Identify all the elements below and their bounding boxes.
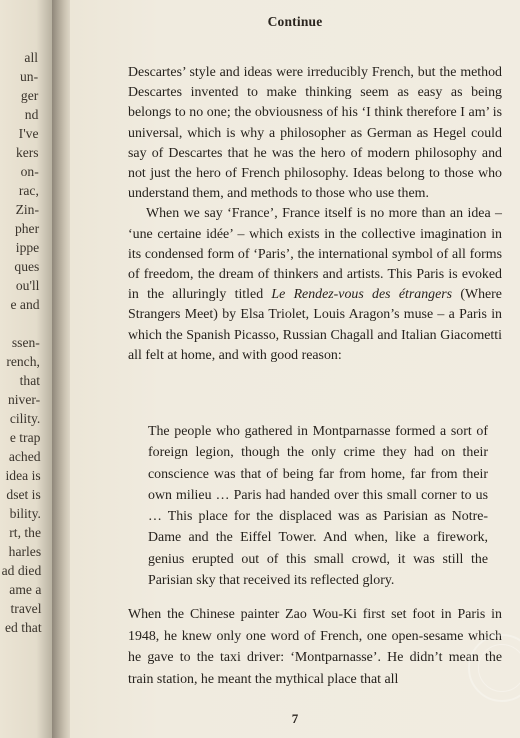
facing-page-line: ed that bbox=[4, 620, 42, 635]
running-head: Continue bbox=[267, 14, 323, 29]
facing-page-line: ssen- bbox=[11, 335, 40, 350]
body-text-continued bbox=[128, 604, 502, 690]
facing-page-line: harles bbox=[8, 544, 42, 559]
facing-page-line: ad died bbox=[1, 563, 42, 578]
facing-page-line: ger bbox=[20, 88, 39, 103]
watermark-stamp-icon bbox=[468, 634, 520, 702]
facing-page bbox=[0, 0, 52, 738]
facing-page-line: ques bbox=[14, 259, 40, 274]
facing-page-line: niver- bbox=[7, 392, 41, 407]
facing-page-line: e trap bbox=[9, 430, 41, 445]
book-page bbox=[70, 0, 520, 738]
facing-page-line: on- bbox=[20, 164, 39, 179]
facing-page-line: un- bbox=[20, 69, 39, 84]
facing-page-line: e and bbox=[10, 297, 40, 312]
facing-page-line: I've bbox=[18, 126, 39, 141]
facing-page-line: cility. bbox=[9, 411, 41, 426]
paragraph-zao-wou-ki: When the Chinese painter Zao Wou-Ki first set foot in Paris in 1948, he knew only one word of French, one open-sesame which he gave to the taxi driver: ‘Montparnasse’. He didn’t mean the train station, he meant the mythical place that all bbox=[128, 607, 502, 687]
facing-page-line: that bbox=[19, 373, 41, 388]
paragraph-text: (Where Strangers Meet) by Elsa Triolet, Louis Aragon’s muse – a Paris in which the Spanish Picasso, Russian Chagall and Italian Giacometti all felt at home, and with good reason: bbox=[128, 287, 502, 363]
facing-page-line: travel bbox=[10, 601, 42, 616]
facing-page-line: rt, the bbox=[9, 525, 41, 540]
facing-page-line: ou'll bbox=[15, 278, 40, 293]
book-title: Le Rendez-vous des étrangers bbox=[271, 287, 453, 303]
facing-page-line: bility. bbox=[9, 506, 41, 521]
facing-page-line: ippe bbox=[15, 240, 40, 255]
body-text bbox=[128, 63, 502, 366]
facing-page-line: Zin- bbox=[15, 202, 39, 217]
facing-page-line: dset is bbox=[6, 487, 41, 502]
facing-page-line: nd bbox=[24, 107, 39, 122]
block-quote: The people who gathered in Montparnasse formed a sort of foreign legion, though the only crime they had on their conscience was that of being far from home, far from their own milieu … Paris had handed over this small corner to us … This place for the displaced was as Parisian as Notre-Dame and the Eiffel Tower. And when, like a firework, genius erupted out of this small crowd, it was still the Parisian sky that received its reflected glory. bbox=[148, 424, 488, 589]
facing-page-line: ame a bbox=[9, 582, 42, 597]
facing-page-line: idea is bbox=[5, 468, 41, 483]
facing-page-line: pher bbox=[14, 221, 40, 236]
facing-page-line: kers bbox=[15, 145, 39, 160]
paragraph-text: When we say ‘France’, France itself is no more than an idea – ‘une certaine idée’ – which exists in the collective imagination in its condensed form of ‘Paris’, the international symbol of all forms of freedom, the dream of thinkers and artists. This Paris is evoked in the alluringly titled bbox=[128, 206, 502, 303]
page-number: 7 bbox=[291, 711, 299, 726]
facing-page-line: all bbox=[24, 50, 38, 65]
facing-page-line: ached bbox=[8, 449, 41, 464]
paragraph-descartes: Descartes’ style and ideas were irreducibly French, but the method Descartes invented to make thinking seem as easy as being belongs to no one; the obviousness of his ‘I think therefore I am’ is universal, which is why a philosopher as German as Hegel could say of Descartes that he was the hero of modern philosophy and not just the hero of French philosophy. Ideas belong to those who understand them, and methods to those who use them. bbox=[128, 65, 502, 202]
facing-page-line: rac, bbox=[18, 183, 39, 198]
facing-page-line: rench, bbox=[6, 354, 40, 369]
paragraph-france bbox=[128, 204, 502, 366]
